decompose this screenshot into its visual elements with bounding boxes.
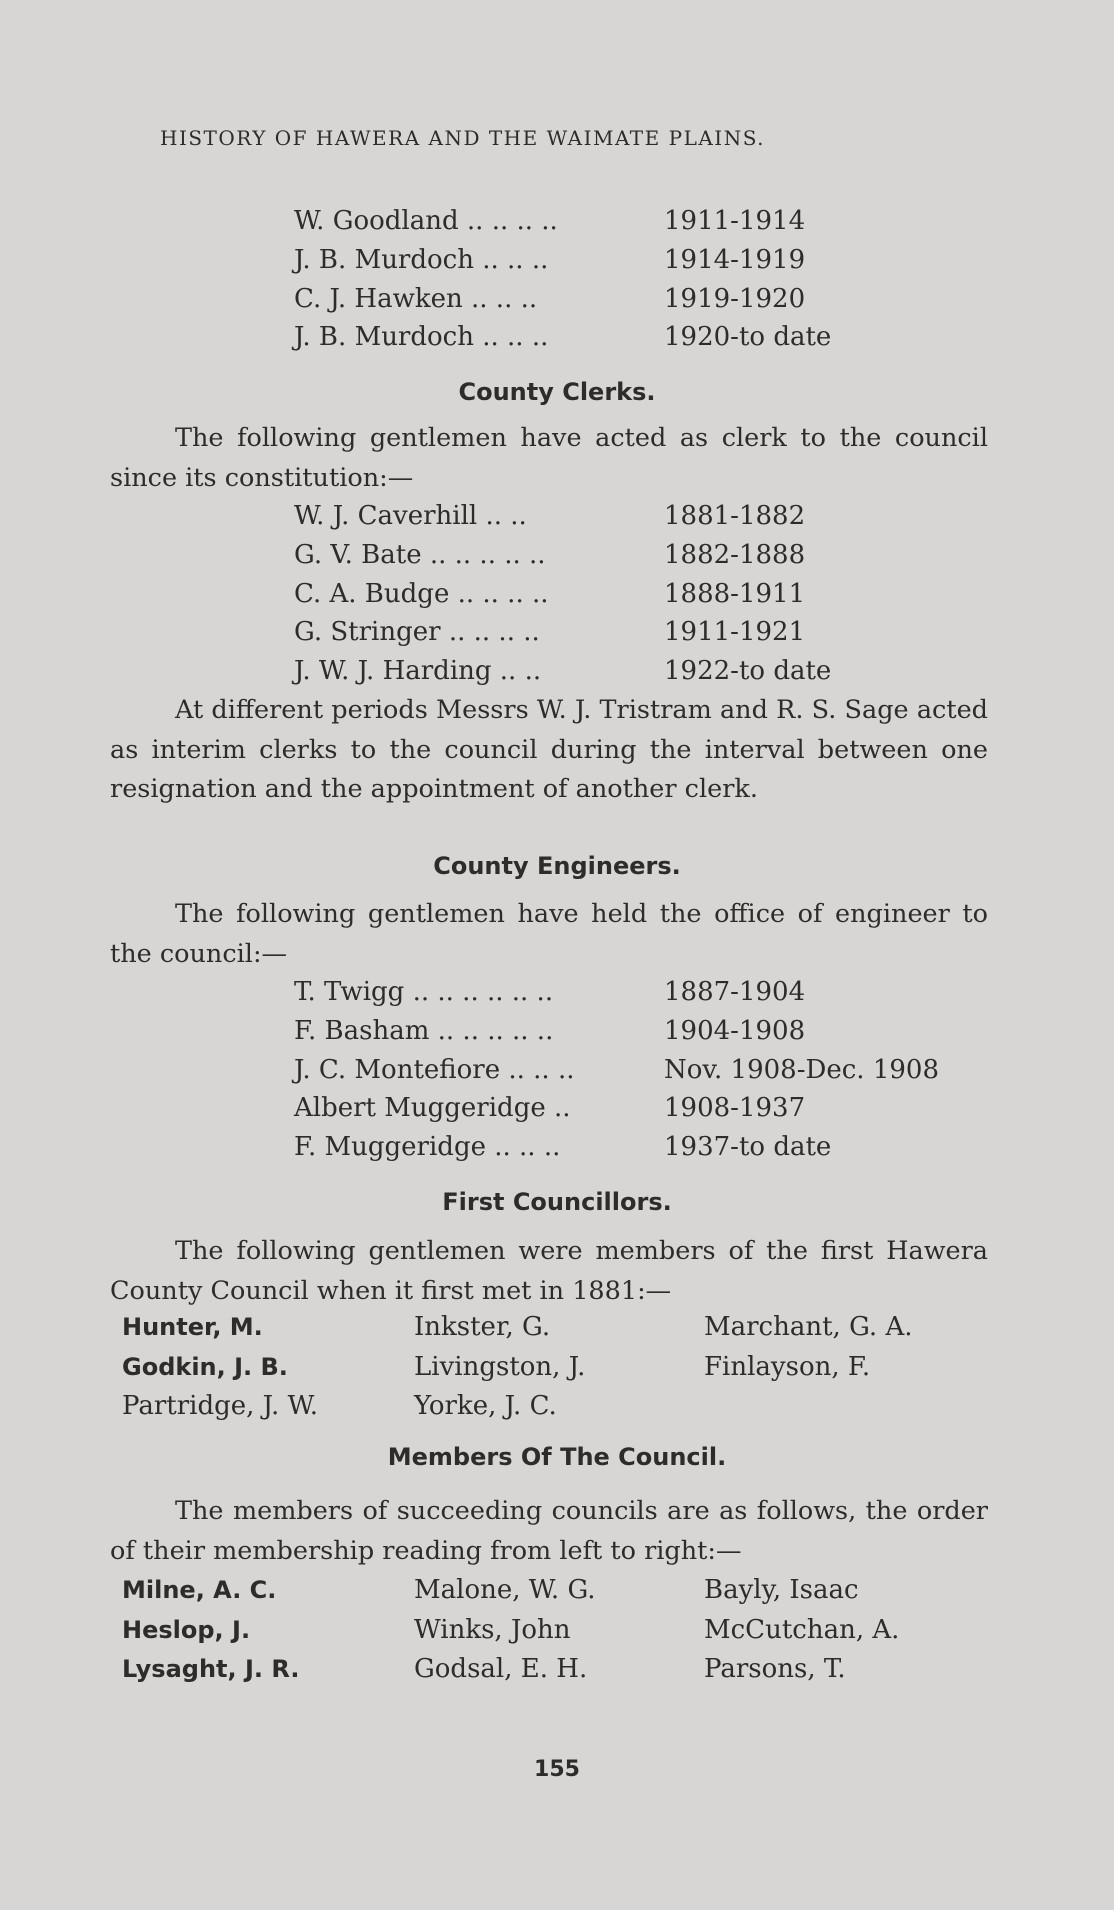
list-item: C. A. Budge .. .. .. .. 1888-1911 xyxy=(294,578,806,609)
member-name: Winks, John xyxy=(414,1614,571,1645)
grid-row xyxy=(122,1611,1002,1651)
engineers-list xyxy=(294,973,1014,1167)
grid-row xyxy=(122,1348,1002,1388)
list-item: J. C. Montefiore .. .. .. Nov. 1908-Dec. 1908 xyxy=(294,1054,939,1085)
councillor-name: Godkin, J. B. xyxy=(122,1352,288,1381)
list-item: T. Twigg .. .. .. .. .. .. 1887-1904 xyxy=(294,977,806,1007)
councillor-name: Livingston, J. xyxy=(414,1351,586,1382)
list-item: G. V. Bate .. .. .. .. .. 1882-1888 xyxy=(294,539,806,570)
member-name: Malone, W. G. xyxy=(414,1575,596,1605)
clerks-note: At different periods Messrs W. J. Tristram and R. S. Sage acted as interim clerks to the council during the interval between one resignation and the appointment of another clerk. xyxy=(110,695,988,804)
first-councillors-grid xyxy=(122,1308,1002,1427)
member-name: Bayly, Isaac xyxy=(704,1575,859,1605)
councillor-name: Hunter, M. xyxy=(122,1313,263,1341)
councillor-name: Yorke, J. C. xyxy=(414,1391,557,1421)
member-name: Godsal, E. H. xyxy=(414,1654,588,1684)
list-item: G. Stringer .. .. .. .. 1911-1921 xyxy=(294,617,806,648)
first-councillors-intro: The following gentlemen were members of the first Hawera County Council when it first met in 1881:— xyxy=(110,1236,988,1306)
list-item: C. J. Hawken .. .. .. 1919-1920 xyxy=(294,283,806,314)
list-item: F. Basham .. .. .. .. .. 1904-1908 xyxy=(294,1015,806,1046)
councillor-name: Partridge, J. W. xyxy=(122,1391,319,1421)
list-item: W. Goodland .. .. .. .. 1911-1914 xyxy=(294,206,806,236)
member-name: Lysaght, J. R. xyxy=(122,1655,300,1683)
section-heading-engineers: County Engineers. xyxy=(433,852,681,880)
section-heading-clerks: County Clerks. xyxy=(458,378,656,406)
section-heading-members: Members Of The Council. xyxy=(387,1443,727,1471)
running-head: HISTORY OF HAWERA AND THE WAIMATE PLAINS. xyxy=(160,126,766,150)
list-item: J. B. Murdoch .. .. .. 1914-1919 xyxy=(294,244,806,275)
grid-row xyxy=(122,1387,1002,1427)
councillor-name: Marchant, G. A. xyxy=(704,1312,913,1342)
member-name: Parsons, T. xyxy=(704,1654,846,1684)
grid-row xyxy=(122,1571,1002,1611)
clerks-list xyxy=(294,497,1014,691)
member-name: McCutchan, A. xyxy=(704,1614,900,1645)
list-item: W. J. Caverhill .. .. 1881-1882 xyxy=(294,501,806,531)
engineers-intro: The following gentlemen have held the office of engineer to the council:— xyxy=(110,899,988,969)
list-item: F. Muggeridge .. .. .. 1937-to date xyxy=(294,1132,832,1163)
member-name: Heslop, J. xyxy=(122,1615,251,1644)
member-name: Milne, A. C. xyxy=(122,1576,277,1604)
list-item: J. W. J. Harding .. .. 1922-to date xyxy=(294,656,832,687)
chairmen-list xyxy=(294,202,1014,357)
grid-row xyxy=(122,1308,1002,1348)
councillor-name: Inkster, G. xyxy=(414,1312,551,1342)
councillor-name: Finlayson, F. xyxy=(704,1351,871,1382)
members-grid xyxy=(122,1571,1002,1690)
section-heading-first-councillors: First Councillors. xyxy=(442,1188,672,1216)
clerks-intro: The following gentlemen have acted as clerk to the council since its constitution:— xyxy=(110,423,988,493)
list-item: J. B. Murdoch .. .. .. 1920-to date xyxy=(294,322,832,353)
grid-row xyxy=(122,1650,1002,1690)
page-number: 155 xyxy=(534,1757,580,1782)
members-intro: The members of succeeding councils are as follows, the order of their membership reading from left to right:— xyxy=(110,1496,988,1566)
list-item: Albert Muggeridge .. 1908-1937 xyxy=(294,1093,806,1124)
